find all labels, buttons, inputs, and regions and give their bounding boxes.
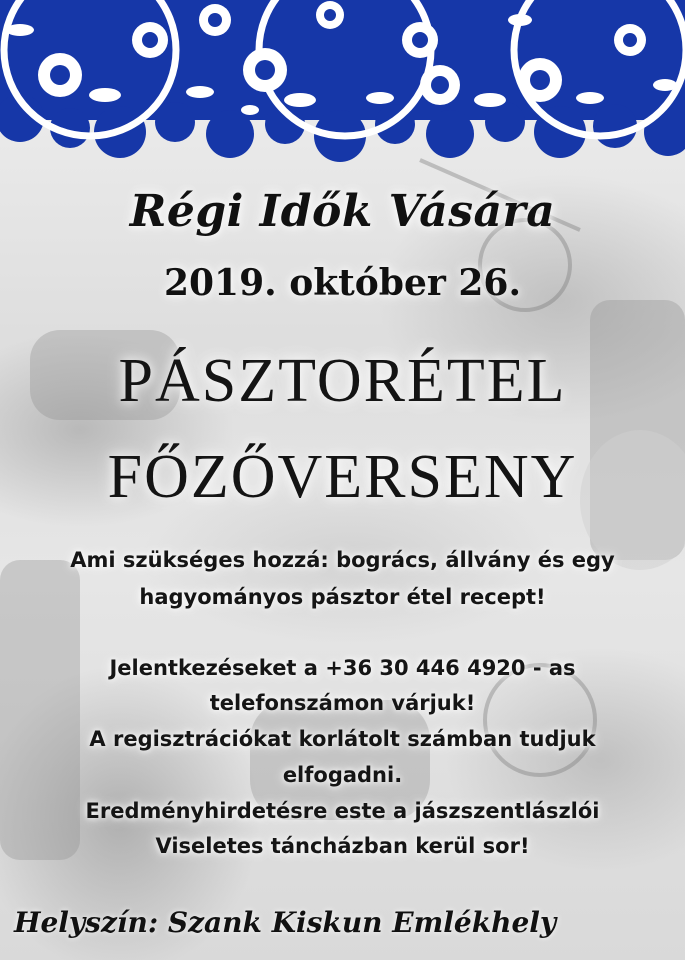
limit-line-2: elfogadni.: [282, 763, 403, 787]
limit-line-1: A regisztrációkat korlátolt számban tudjuk: [89, 727, 596, 751]
competition-title-line-2: FŐZŐVERSENY: [107, 443, 578, 511]
event-date: 2019. október 26.: [163, 262, 522, 304]
event-location: Helyszín: Szank Kiskun Emlékhely: [14, 906, 557, 939]
registration-line-1: Jelentkezéseket a +36 30 446 4920 - as: [109, 656, 576, 680]
event-title: Régi Idők Vására: [129, 186, 556, 237]
competition-title-line-1: PÁSZTORÉTEL: [118, 347, 567, 415]
results-line-1: Eredményhirdetésre este a jászszentlászlói: [85, 799, 600, 823]
requirements-line-2: hagyományos pásztor étel recept!: [139, 585, 546, 609]
results-line-2: Viseletes táncházban kerül sor!: [155, 834, 530, 858]
registration-line-2: telefonszámon várjuk!: [209, 691, 476, 715]
requirements-line-1: Ami szükséges hozzá: bogrács, állvány és egy: [70, 548, 615, 572]
